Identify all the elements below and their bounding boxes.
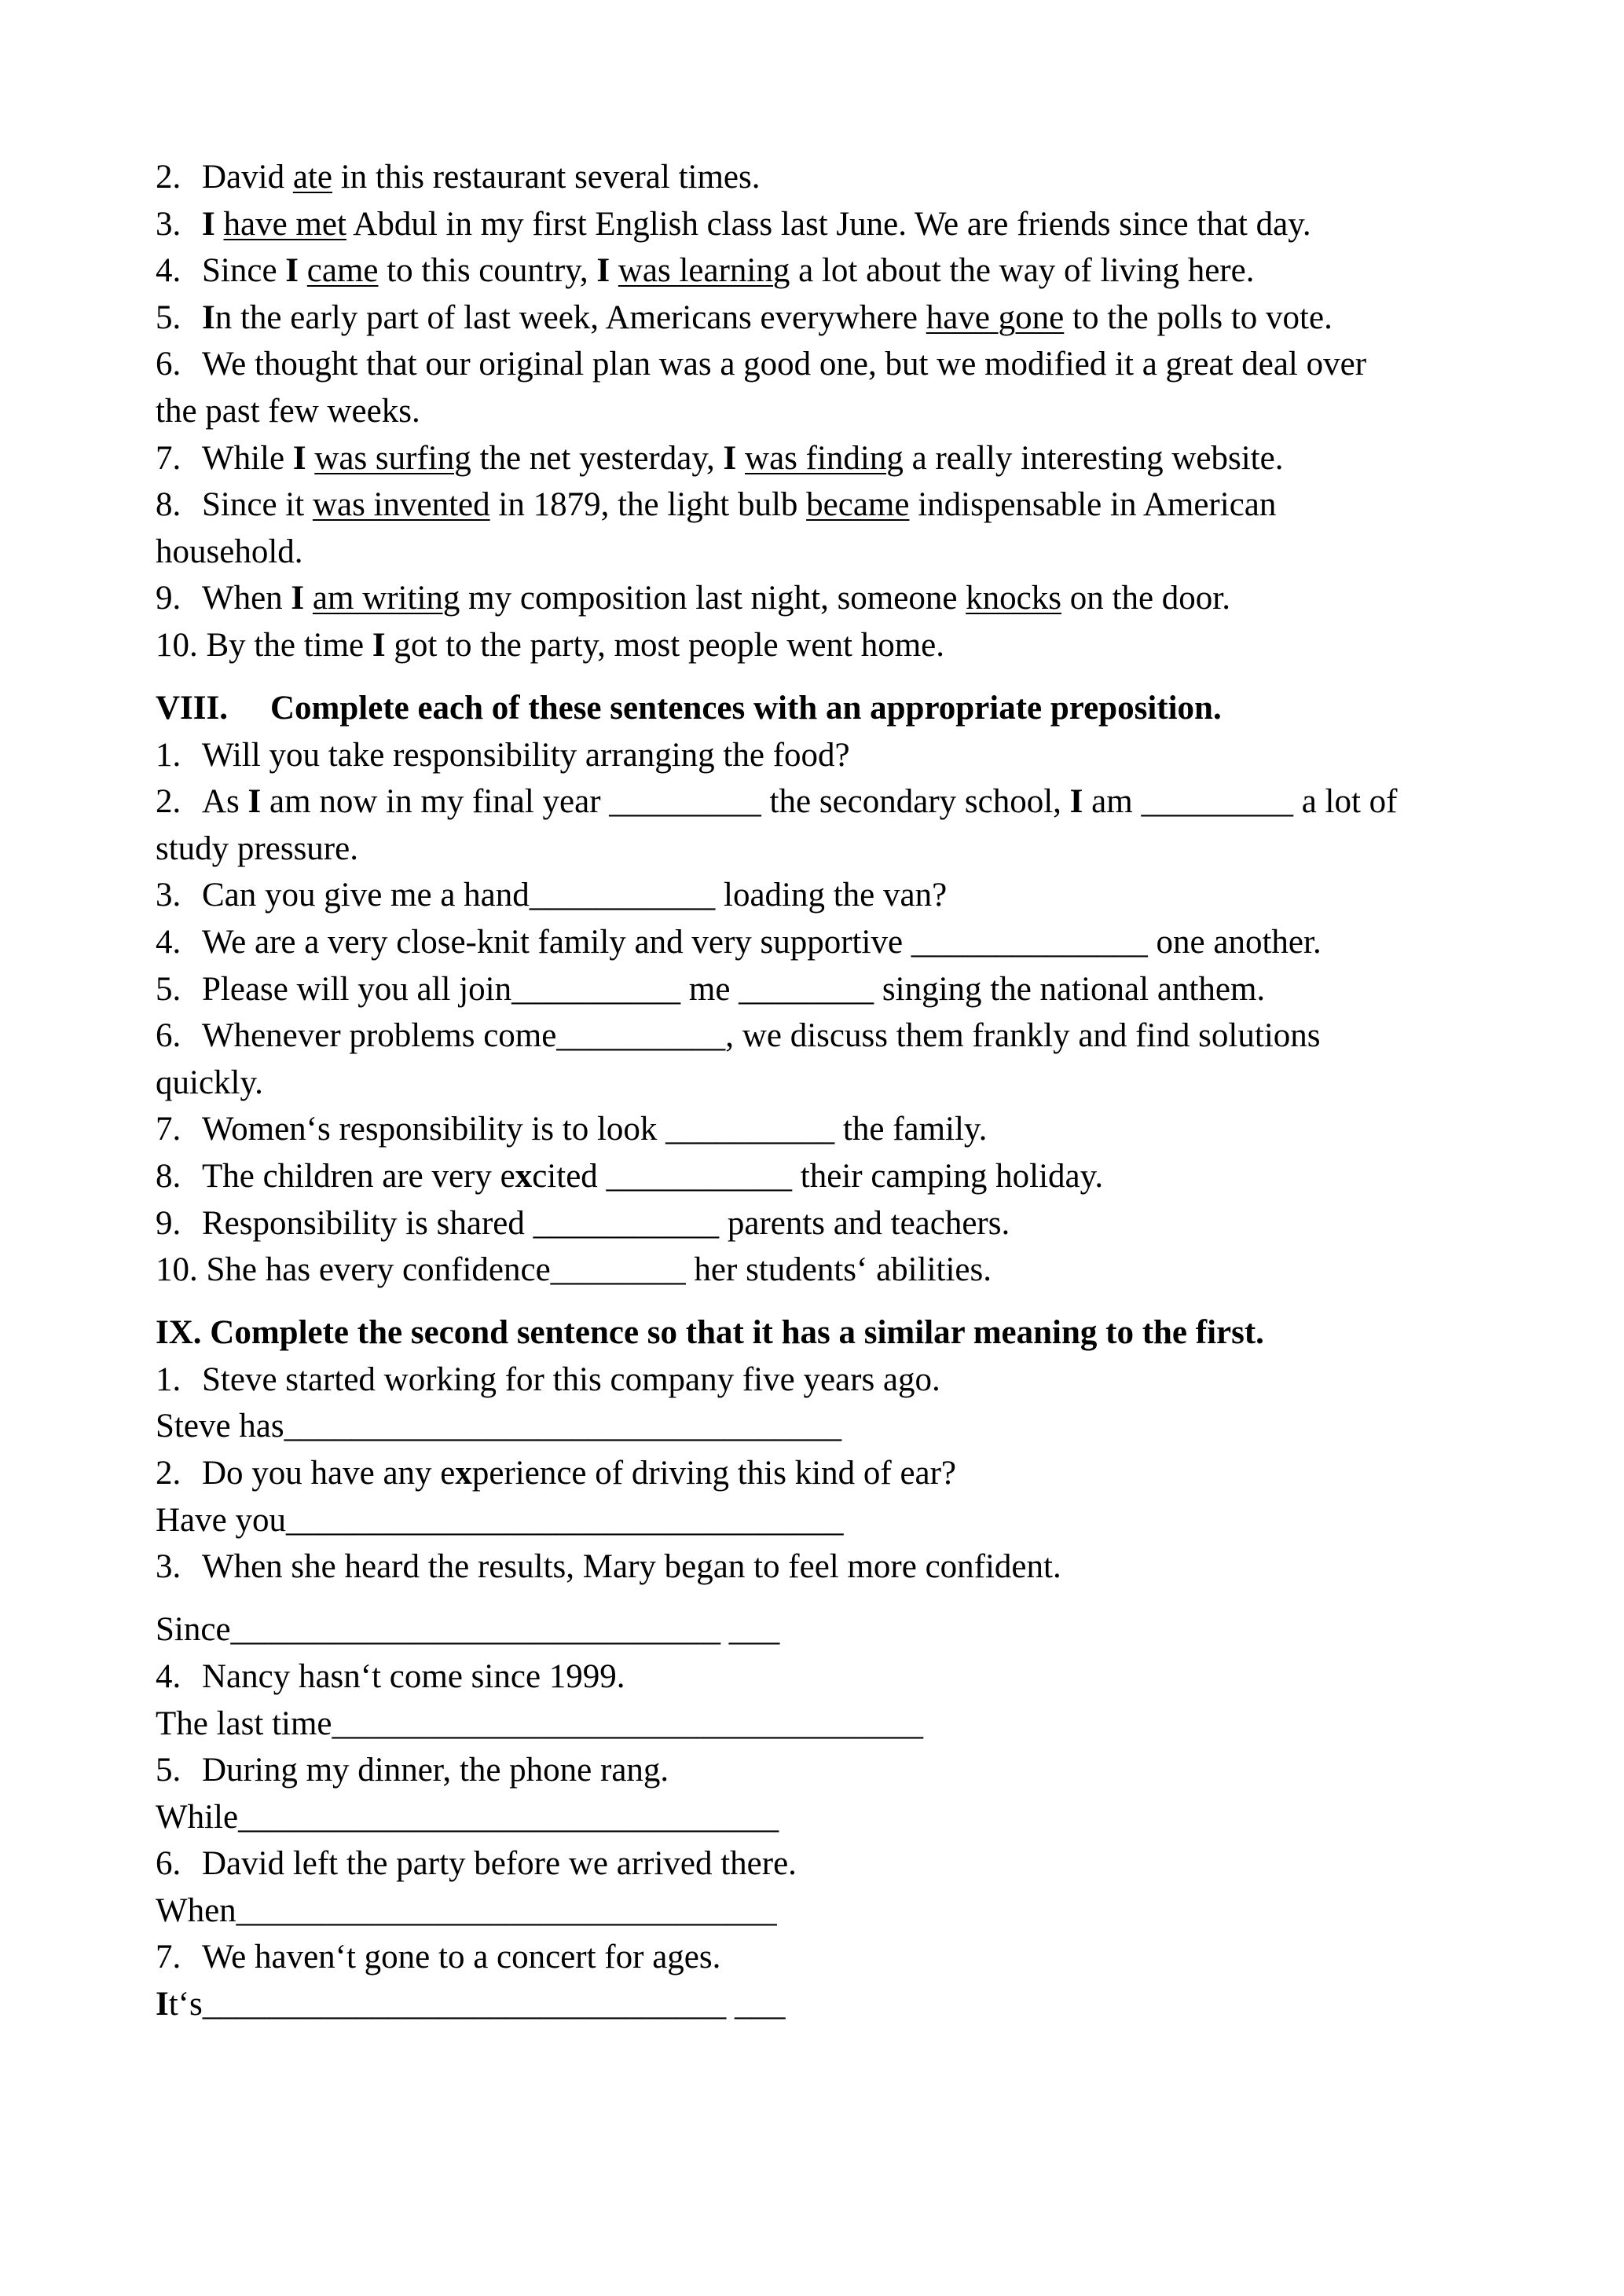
bold-text: I <box>291 580 305 617</box>
exercise-item <box>156 435 1491 482</box>
item-number: 10. <box>156 1251 198 1289</box>
answer-prompt: I <box>156 1986 169 2023</box>
bold-text: x <box>455 1455 472 1492</box>
item-line-continued <box>156 1060 1491 1107</box>
item-line <box>156 1200 1491 1247</box>
item-line <box>156 1357 1491 1404</box>
item-number: 3. <box>156 205 181 243</box>
item-text: cited ___________ their camping holiday. <box>532 1157 1104 1195</box>
bold-text: I <box>247 783 262 821</box>
item-text: David left the party before we arrived there. <box>202 1845 797 1883</box>
underlined-verb: was surfing <box>314 439 471 477</box>
item-text: the past few weeks. <box>156 392 420 430</box>
answer-line[interactable] <box>156 1403 1491 1450</box>
answer-line[interactable] <box>156 1888 1491 1935</box>
answer-line[interactable] <box>156 1981 1491 2028</box>
item-number: 5. <box>156 1752 181 1789</box>
item-number: 2. <box>156 1455 181 1492</box>
item-text: We are a very close-knit family and very supportive ______________ one another. <box>202 924 1322 961</box>
exercise-item <box>156 1653 1491 1747</box>
item-text: Can you give me a hand___________ loading the van? <box>202 877 948 914</box>
exercise-item <box>156 482 1491 575</box>
underlined-verb: was finding <box>745 439 904 477</box>
answer-line[interactable] <box>156 1794 1491 1841</box>
item-line <box>156 1450 1491 1497</box>
item-line <box>156 919 1491 966</box>
item-number: 7. <box>156 1111 181 1148</box>
item-line <box>156 341 1491 388</box>
item-line <box>156 622 1491 669</box>
underlined-verb: became <box>806 486 910 524</box>
exercise-item <box>156 295 1491 342</box>
item-text: When she heard the results, Mary began to feel more confident. <box>202 1548 1061 1586</box>
underlined-verb: have met <box>223 205 346 243</box>
answer-prompt: Have you_________________________________ <box>156 1501 844 1539</box>
item-text <box>610 252 618 289</box>
item-number: 2. <box>156 159 181 196</box>
item-number: 6. <box>156 1017 181 1055</box>
item-line <box>156 435 1491 482</box>
item-number: 7. <box>156 1939 181 1976</box>
item-text: Steve started working for this company five years ago. <box>202 1360 940 1398</box>
exercise-item <box>156 919 1491 966</box>
item-line <box>156 1840 1491 1888</box>
item-number: 6. <box>156 346 181 383</box>
item-line <box>156 1153 1491 1200</box>
underlined-verb: am writing <box>312 580 460 617</box>
item-number: 4. <box>156 924 181 961</box>
exercise-item <box>156 247 1491 295</box>
item-text: household. <box>156 533 303 570</box>
exercise-item <box>156 1934 1491 2027</box>
item-number: 4. <box>156 252 181 290</box>
item-line <box>156 247 1491 295</box>
item-text: the net yesterday, <box>471 439 724 477</box>
item-number: 4. <box>156 1657 181 1695</box>
item-line <box>156 1013 1491 1060</box>
item-line <box>156 1247 1491 1294</box>
section-vii-continued <box>156 154 1491 669</box>
exercise-item <box>156 1013 1491 1106</box>
bold-text: I <box>202 205 215 243</box>
item-text: my composition last night, someone <box>460 580 966 617</box>
item-line <box>156 1543 1491 1591</box>
exercise-item <box>156 872 1491 919</box>
exercise-item <box>156 575 1491 622</box>
item-text: We haven‘t gone to a concert for ages. <box>202 1939 721 1976</box>
item-number: 1. <box>156 736 181 774</box>
item-text: to the polls to vote. <box>1064 298 1333 336</box>
item-line-continued <box>156 388 1491 435</box>
item-text: By the time <box>206 626 372 664</box>
item-text <box>306 440 315 477</box>
item-line <box>156 295 1491 342</box>
answer-prompt: Since_____________________________ ___ <box>156 1611 780 1649</box>
item-text: Responsibility is shared ___________ parents and teachers. <box>202 1204 1010 1242</box>
item-number: 10. <box>156 626 198 664</box>
exercise-item <box>156 154 1491 201</box>
bold-text: I <box>292 439 306 477</box>
item-text: Abdul in my first English class last June. We are friends since that day. <box>346 205 1311 243</box>
exercise-item <box>156 1247 1491 1294</box>
exercise-item <box>156 778 1491 872</box>
item-number: 5. <box>156 298 181 336</box>
item-line <box>156 1106 1491 1153</box>
item-number: 1. <box>156 1360 181 1398</box>
exercise-item <box>156 1450 1491 1543</box>
item-text: perience of driving this kind of ear? <box>471 1455 957 1492</box>
item-number: 6. <box>156 1845 181 1883</box>
item-text: Since <box>202 252 286 290</box>
item-line <box>156 1747 1491 1794</box>
answer-prompt: When________________________________ <box>156 1891 777 1929</box>
section-instruction: Complete each of these sentences with an appropriate preposition. <box>270 690 1222 727</box>
item-text: When <box>202 580 291 617</box>
item-text <box>215 206 224 243</box>
exercise-item <box>156 732 1491 779</box>
item-number: 8. <box>156 1157 181 1195</box>
item-text: As <box>202 783 248 821</box>
exercise-item <box>156 341 1491 434</box>
section-viii <box>156 685 1491 1294</box>
item-text: got to the party, most people went home. <box>385 626 944 664</box>
bold-text: I <box>596 252 610 290</box>
item-number: 9. <box>156 1204 181 1242</box>
item-number: 7. <box>156 439 181 477</box>
underlined-verb: ate <box>292 159 332 196</box>
exercise-item <box>156 1543 1491 1653</box>
item-text: While <box>202 439 293 477</box>
item-number: 5. <box>156 970 181 1008</box>
item-text <box>304 580 313 617</box>
item-text: David <box>202 159 293 196</box>
item-text <box>299 252 307 289</box>
item-line <box>156 154 1491 201</box>
item-text: Women‘s responsibility is to look __________ the family. <box>202 1111 988 1148</box>
answer-prompt: The last time___________________________________ <box>156 1705 923 1742</box>
underlined-verb: came <box>306 252 379 290</box>
item-text: Do you have any e <box>202 1455 456 1492</box>
item-number: 3. <box>156 877 181 914</box>
item-text: study pressure. <box>156 829 358 867</box>
worksheet-content <box>156 154 1491 2028</box>
section-heading <box>156 685 1491 732</box>
item-text: Nancy hasn‘t come since 1999. <box>202 1657 625 1695</box>
item-text: We thought that our original plan was a good one, but we modified it a great deal over <box>202 346 1367 383</box>
item-text: Since it <box>202 486 313 524</box>
item-line <box>156 1653 1491 1701</box>
item-text: Please will you all join__________ me ________ singing the national anthem. <box>202 970 1266 1008</box>
bold-text: I <box>1069 783 1083 821</box>
item-line-continued <box>156 529 1491 576</box>
exercise-item <box>156 1357 1491 1450</box>
exercise-item <box>156 1200 1491 1247</box>
item-text: During my dinner, the phone rang. <box>202 1752 669 1789</box>
bold-text: x <box>515 1157 533 1195</box>
exercise-item <box>156 622 1491 669</box>
underlined-verb: have gone <box>926 298 1065 336</box>
item-text: to this country, <box>378 252 597 290</box>
bold-text: I <box>723 439 737 477</box>
item-text: am _________ a lot of <box>1083 783 1398 821</box>
item-text <box>736 440 745 477</box>
item-line <box>156 732 1491 779</box>
section-instruction: Complete the second sentence so that it has a similar meaning to the first. <box>210 1314 1264 1352</box>
item-line <box>156 872 1491 919</box>
item-text: Whenever problems come__________, we discuss them frankly and find solutions <box>202 1017 1321 1055</box>
bold-text: I <box>372 626 386 664</box>
underlined-verb: knocks <box>966 580 1061 617</box>
item-text: Will you take responsibility arranging the food? <box>202 736 850 774</box>
item-text: quickly. <box>156 1064 263 1101</box>
item-line <box>156 482 1491 529</box>
section-ix <box>156 1309 1491 2027</box>
item-text: in this restaurant several times. <box>332 159 761 196</box>
answer-prompt: t‘s_______________________________ ___ <box>168 1986 786 2023</box>
item-line <box>156 966 1491 1013</box>
item-number: 2. <box>156 783 181 821</box>
item-text: indispensable in American <box>909 486 1277 524</box>
answer-prompt: While________________________________ <box>156 1798 779 1836</box>
section-number: VIII. <box>156 690 229 727</box>
item-text: a lot about the way of living here. <box>790 252 1255 290</box>
item-text: The children are very e <box>202 1157 515 1195</box>
answer-line[interactable] <box>156 1701 1491 1748</box>
item-text: n the early part of last week, Americans everywhere <box>214 298 926 336</box>
item-text: in 1879, the light bulb <box>489 486 807 524</box>
item-number: 3. <box>156 1548 181 1586</box>
underlined-verb: was invented <box>312 486 490 524</box>
item-text: am now in my final year _________ the secondary school, <box>261 783 1070 821</box>
answer-line[interactable] <box>156 1497 1491 1544</box>
item-line <box>156 575 1491 622</box>
answer-prompt: Steve has_________________________________ <box>156 1408 842 1445</box>
exercise-item <box>156 1106 1491 1153</box>
item-line <box>156 1934 1491 1981</box>
item-text: a really interesting website. <box>903 439 1284 477</box>
item-line <box>156 778 1491 826</box>
exercise-item <box>156 1840 1491 1934</box>
item-line <box>156 201 1491 248</box>
exercise-item <box>156 201 1491 248</box>
bold-text: I <box>202 298 215 336</box>
bold-text: I <box>285 252 299 290</box>
underlined-verb: was learning <box>618 252 790 290</box>
item-text: on the door. <box>1061 580 1230 617</box>
section-heading <box>156 1309 1491 1357</box>
exercise-item <box>156 966 1491 1013</box>
item-text: She has every confidence________ her students‘ abilities. <box>206 1251 992 1289</box>
item-number: 8. <box>156 486 181 524</box>
item-number: 9. <box>156 580 181 617</box>
exercise-item <box>156 1153 1491 1200</box>
section-number: IX. <box>156 1314 202 1352</box>
item-line-continued <box>156 826 1491 873</box>
exercise-item <box>156 1747 1491 1840</box>
answer-line[interactable] <box>156 1606 1491 1653</box>
